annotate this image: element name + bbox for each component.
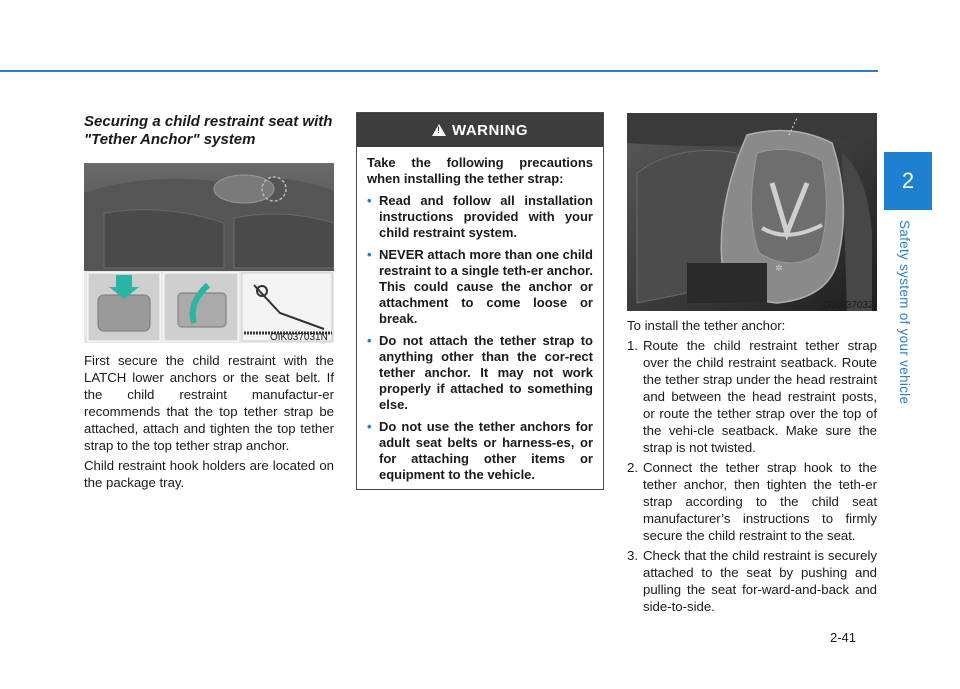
bullet-icon: • [367,193,372,208]
list-item: 1. Route the child restraint tether strap over the child restraint seatback. Route the tether strap under the head restraint and between the head restraint posts, or route the tether strap over the top of the vehi-cle seatback. Make sure the strap is not twisted. [627,338,877,455]
figure-code: OIK037031N [270,332,328,343]
right-column [627,113,877,618]
child-seat-illustration [627,113,877,311]
list-item: • Read and follow all installation instructions provided with your child restraint system. [367,193,593,240]
chapter-title-text: Safety system of your vehicle [897,220,912,405]
bullet-icon: • [367,419,372,434]
warning-list [367,193,593,483]
section-heading: Securing a child restraint seat with "Tether Anchor" system [84,113,333,148]
chapter-number: 2 [901,168,915,193]
list-item: • Do not attach the tether strap to anything other than the cor-rect tether anchor. It may not work properly if attached to something else. [367,333,593,412]
warning-header [357,113,603,147]
chapter-title [898,220,920,420]
bullet-icon: • [367,247,372,262]
page-number: 2-41 [830,630,857,645]
bullet-icon: • [367,333,372,348]
figure-code: OIK037032 [823,300,874,311]
warning-body [357,147,603,483]
warning-intro: Take the following precautions when installing the tether strap: [367,155,593,186]
list-item: • NEVER attach more than one child restraint to a single teth-er anchor. This could cause the anchor or attachment to come loose or break. [367,247,593,326]
paragraph: First secure the child restraint with the LATCH lower anchors or the seat belt. If the child restraint manufactur-er recommends that the top tether strap be attached, attach and tighten the top tether strap to the top tether strap anchor. [84,353,334,453]
steps-list [627,337,877,615]
chapter-tab [884,152,932,210]
tether-anchor-figure [84,163,334,343]
child-seat-figure [627,113,877,311]
list-item: 3. Check that the child restraint is securely attached to the seat by pushing and pulling the seat for-ward-and-back and side-to-side. [627,548,877,614]
list-item: • Do not use the tether anchors for adult seat belts or harness-es, or for attaching other items or equipment to the vehicle. [367,419,593,482]
warning-box [356,112,604,490]
warning-triangle-icon [432,124,446,136]
rear-seat-illustration [84,163,334,343]
steps-intro: To install the tether anchor: [627,318,786,333]
warning-label: WARNING [452,121,528,139]
svg-text:✲: ✲ [775,264,783,274]
list-item: 2. Connect the tether strap hook to the tether anchor, then tighten the teth-er strap according to the child seat manufacturer’s instructions to firmly secure the child restraint to the seat. [627,460,877,543]
header-rule [0,70,878,72]
paragraph: Child restraint hook holders are located on the package tray. [84,458,334,490]
left-column [84,113,334,491]
